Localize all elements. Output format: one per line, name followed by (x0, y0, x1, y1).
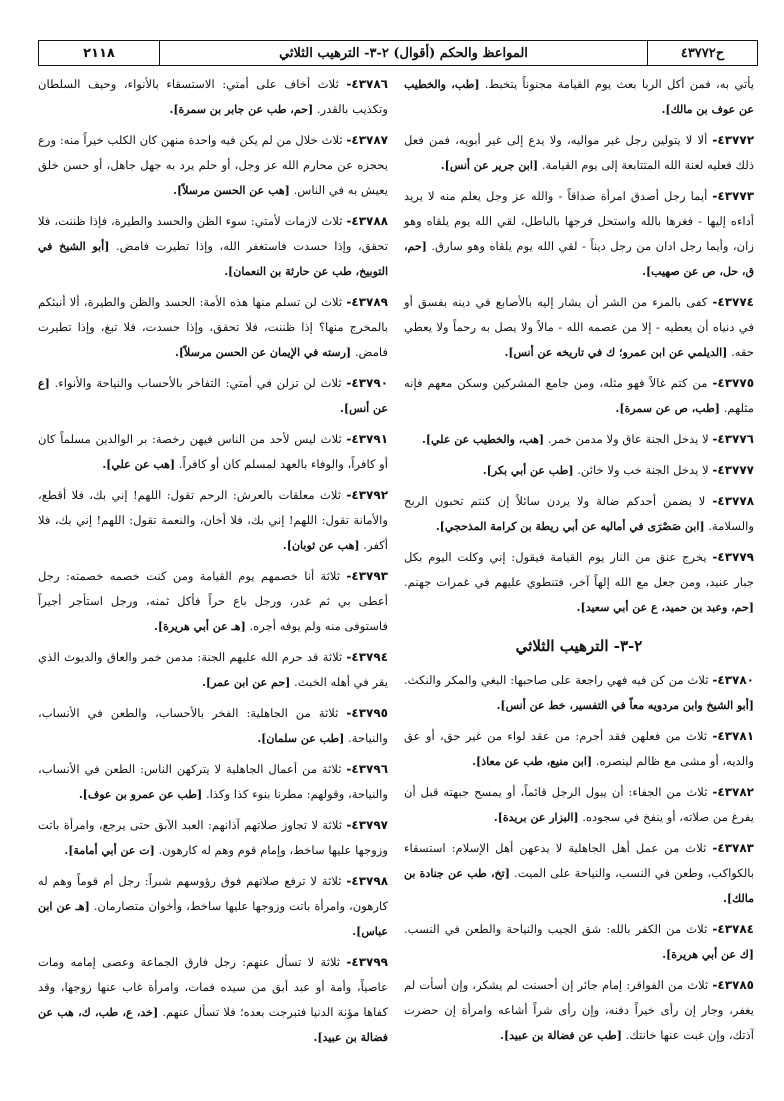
running-title: المواعظ والحكم (أقوال) ٢-٣- الترهيب الثلاثي (159, 41, 647, 65)
hadith-text: ثلاث من فعلهن فقد أجرم: من عقد لواء من غير حق، أو عق والديه، أو مشى مع ظالم لينصره. (404, 729, 754, 768)
hadith-entry (38, 564, 388, 639)
hadith-reference: [طب، ص عن سمرة]. (615, 402, 721, 415)
hadith-text: ثلاث خلال من لم يكن فيه واحدة منهن كان الكلب خيراً منه: ورع يحجزه عن محارم الله عز وجل، أو حلم يرد به جهل جاهل، أو حسن خلق يعيش به في الناس. (38, 133, 388, 197)
hadith-number: ٤٣٧٨٨- (346, 214, 388, 228)
hadith-entry (38, 371, 388, 421)
hadith-number: ٤٣٧٨٤- (712, 922, 754, 936)
hadith-entry (404, 668, 754, 718)
hadith-number: ٤٣٧٧٨- (712, 494, 755, 508)
hadith-entry (404, 917, 754, 967)
hadith-text: ثلاثة من الجاهلية: الفخر بالأحساب، والطعن في الأنساب، والنياحة. (38, 706, 388, 745)
hadith-number: ٤٣٧٩١- (346, 432, 389, 446)
hadith-reference: [طب، والخطيب عن عوف بن مالك]. (404, 78, 754, 116)
hadith-entry (38, 427, 388, 477)
hadith-reference: [حم، وعبد بن حميد، ع عن أبي سعيد]. (576, 601, 754, 614)
hadith-reference: [طب عن فضالة بن عبيد]. (500, 1029, 622, 1042)
hadith-entry (38, 209, 388, 284)
page-header (38, 40, 758, 66)
hadith-text: ثلاث ليس لأحد من الناس فيهن رخصة: بر الوالدين مسلماً كان أو كافراً، والوفاء بالعهد لمسلم كان أو كافراً. (38, 432, 388, 471)
hadith-text: يأتي به، فمن أكل الربا بعث يوم القيامة مجنوناً يتخبط. (484, 77, 754, 91)
hadith-entry (404, 371, 754, 421)
hadith-entry (404, 724, 754, 774)
right-column (404, 72, 754, 1054)
hadith-entry (404, 780, 754, 830)
hadith-entry (404, 458, 754, 483)
hadith-entry (404, 184, 754, 284)
hadith-number: ٤٣٧٩٣- (346, 569, 388, 583)
hadith-entry (38, 72, 388, 122)
hadith-entry (38, 128, 388, 203)
hadith-reference: [خد، ع، طب، ك، هب عن فضالة بن عبيد]. (38, 1006, 388, 1044)
hadith-text: كفى بالمرء من الشر أن يشار إليه بالأصابع في دينه بفسق أو في دنياه أن يعطيه - إلا من عصمه الله - مالاً ولا يصل به رحماً ولا يعطي حقه. (404, 295, 754, 359)
hadith-text: ثلاثة أنا خصمهم يوم القيامة ومن كنت خصمه خصمته: رجل أعطى بي ثم غدر، ورجل باع حراً فأكل ثمنه، ورجل استأجر أجيراً فاستوفى منه ولم يوفه أجره. (38, 569, 388, 633)
hadith-number: ٤٣٧٩٥- (346, 706, 388, 720)
hadith-entry (404, 489, 754, 539)
hadith-text: ثلاث من الجفاء: أن يبول الرجل قائماً، أو يمسح جبهته قبل أن يفرغ من صلاته، أو ينفخ في سجوده. (404, 785, 754, 824)
hadith-number: ٤٣٧٧٦- (712, 432, 754, 446)
hadith-reference: [هـ عن أبي هريرة]. (154, 620, 246, 633)
hadith-number: ٤٣٧٨٦- (346, 77, 388, 91)
hadith-text: لا يضمن أحدكم ضالة ولا يردن سائلاً إن كنتم تحبون الربح والسلامة. (404, 494, 754, 533)
hadith-entry (404, 973, 754, 1048)
hadith-entry (404, 128, 754, 178)
hadith-text: من كتم غالاً فهو مثله، ومن جامع المشركين وسكن معهم فإنه مثلهم. (404, 376, 754, 415)
hadith-entry (38, 290, 388, 365)
hadith-reference: [حم عن ابن عمر]. (202, 676, 291, 689)
hadith-text: ثلاثة لا ترفع صلاتهم فوق رؤوسهم شبراً: رجل أم قوماً وهم له كارهون، وامرأة باتت وزوجها عليها ساخط، وأخوان متصارمان. (38, 874, 388, 913)
hadith-number: ٤٣٧٨٢- (712, 785, 754, 799)
volume-number: ح٤٣٧٧٢ (647, 41, 757, 65)
hadith-entry (38, 645, 388, 695)
hadith-text: ثلاث لن تسلم منها هذه الأمة: الحسد والظن والطيرة، ألا أنبئكم بالمخرج منها؟ إذا ظننت، فلا تحقق، وإذا حسدت، فلا تبغ، وإذا تطيرت فامض. (38, 295, 388, 359)
hadith-text: ثلاثة قد حرم الله عليهم الجنة: مدمن خمر والعاق والديوث الذي يقر في أهله الخبث. (38, 650, 388, 689)
hadith-number: ٤٣٧٩٨- (346, 874, 389, 888)
hadith-reference: [هب عن ثوبان]. (282, 539, 360, 552)
hadith-reference: [هب، والخطيب عن علي]. (421, 433, 545, 446)
hadith-entry (404, 72, 754, 122)
hadith-number: ٤٣٧٩٦- (346, 762, 389, 776)
hadith-reference: [ابن صَصْرَى في أماليه عن أبي ريطة بن كرامة المذحجي]. (435, 520, 705, 533)
hadith-entry (38, 950, 388, 1050)
hadith-text: ثلاث من الفواقر: إمام جائر إن أحسنت لم يشكر، وإن أسأت لم يغفر، وجار إن رأى خيراً دفنه، وإن رأى شراً أشاعه وامرأة إن حضرت آذتك، وإن غبت عنها خانتك. (404, 978, 754, 1042)
hadith-reference: [هب عن علي]. (102, 458, 176, 471)
hadith-number: ٤٣٧٩٠- (346, 376, 389, 390)
hadith-number: ٤٣٧٧٩- (712, 550, 754, 564)
hadith-number: ٤٣٧٩٩- (346, 955, 388, 969)
section-title: ٢-٣- الترهيب الثلاثي (515, 637, 643, 655)
hadith-reference: [حم، طب عن جابر بن سمرة]. (169, 103, 314, 116)
hadith-number: ٤٣٧٧٧- (712, 463, 754, 477)
hadith-text: ألا لا يتولين رجل غير مواليه، ولا يدع إلى غير أبويه، فمن فعل ذلك فعليه لعنة الله المتتابعة إلى يوم القيامة. (404, 133, 754, 172)
hadith-entry (38, 813, 388, 863)
hadith-entry (38, 701, 388, 751)
hadith-entry (404, 427, 754, 452)
hadith-text: ثلاث من الكفر بالله: شق الجيب والنياحة والطعن في النسب. (404, 922, 708, 936)
hadith-text: ثلاثة لا تسأل عنهم: رجل فارق الجماعة وعصى إمامه ومات عاصياً، وأمة أو عبد أبق من سيده فمات، وامرأة غاب عنها زوجها، وقد كفاها مؤنة الدنيا فتبرجت بعده؛ فلا تسأل عنهم. (38, 955, 388, 1019)
hadith-reference: [حم، ق، حل، ص عن صهيب]. (404, 240, 754, 278)
hadith-reference: [ك عن أبي هريرة]. (662, 948, 754, 961)
hadith-text: ثلاث أخاف على أمتي: الاستسقاء بالأنواء، وحيف السلطان وتكذيب بالقدر. (38, 77, 388, 116)
left-column (38, 72, 388, 1056)
hadith-reference: [طب عن أبي بكر]. (482, 464, 574, 477)
hadith-number: ٤٣٧٩٧- (346, 818, 388, 832)
hadith-number: ٤٣٧٧٢- (712, 133, 755, 147)
hadith-entry (404, 836, 754, 911)
hadith-reference: [ت عن أبي أمامة]. (64, 844, 155, 857)
hadith-text: لا يدخل الجنة خب ولا خائن. (577, 463, 709, 477)
hadith-entry (38, 483, 388, 558)
hadith-text: ثلاث لازمات لأمتي: سوء الظن والحسد والطيرة، فإذا ظننت، فلا تحقق، وإذا حسدت فاستغفر الله، وإذا تطيرت فامض. (38, 214, 388, 253)
hadith-text: يخرج عنق من النار يوم القيامة فيقول: إني وكلت اليوم بكل جبار عنيد، ومن جعل مع الله إلهاً آخر، فتنطوي عليهم في غمرات جهنم. (404, 550, 754, 589)
hadith-text: ثلاث معلقات بالعرش: الرحم تقول: اللهم! إني بك، فلا أقطع، والأمانة تقول: اللهم! إني بك، فلا أخان، والنعمة تقول: اللهم! إني بك، فلا أكفر. (38, 488, 388, 552)
hadith-reference: [أبو الشيخ في التوبيخ، طب عن حارثة بن النعمان]. (38, 240, 388, 278)
hadith-text: ثلاثة من أعمال الجاهلية لا يتركهن الناس: الطعن في الأنساب، والنياحة، وقولهم: مطرنا بنوء كذا وكذا. (38, 762, 388, 801)
hadith-text: أيما رجل أصدق امرأة صداقاً - والله عز وجل يعلم منه لا يريد أداءه إليها - فغرها بالله واستحل فرجها بالباطل، لقي الله يوم يلقاه وهو زان، وأيما رجل ادان من رجل ديناً - لقي الله يوم يلقاه وهو سارق. (404, 189, 755, 253)
hadith-number: ٤٣٧٨١- (712, 729, 755, 743)
hadith-text: ثلاثة لا تجاوز صلاتهم آذانهم: العبد الآبق حتى يرجع، وامرأة باتت وزوجها عليها ساخط، وإمام قوم وهم له كارهون. (38, 818, 388, 857)
hadith-number: ٤٣٧٨٣- (712, 841, 754, 855)
hadith-number: ٤٣٧٧٤- (712, 295, 754, 309)
hadith-number: ٤٣٧٩٤- (346, 650, 389, 664)
hadith-number: ٤٣٧٨٠- (712, 673, 754, 687)
hadith-entry (38, 757, 388, 807)
hadith-reference: [البزار عن بريدة]. (493, 811, 579, 824)
hadith-text: ثلاث من عمل أهل الجاهلية لا يدعهن أهل الإسلام: استسقاء بالكواكب، وطعن في النسب، والنياحة على الميت. (404, 841, 754, 880)
hadith-reference: [ع عن أنس]. (38, 377, 388, 415)
hadith-number: ٤٣٧٧٥- (712, 376, 755, 390)
hadith-entry (38, 869, 388, 944)
hadith-reference: [طب عن سلمان]. (257, 732, 345, 745)
page-number: ٢١١٨ (83, 45, 115, 61)
hadith-reference: [أبو الشيخ وابن مردويه معاً في التفسير، خط عن أنس]. (496, 699, 754, 712)
hadith-text: ثلاث لن تزلن في أمتي: التفاخر بالأحساب والنياحة والأنواء. (54, 376, 342, 390)
hadith-reference: [هـ عن ابن عباس]. (38, 900, 388, 938)
hadith-reference: [تخ، طب عن جنادة بن مالك]. (404, 867, 754, 905)
hadith-reference: [ابن جرير عن أنس]. (440, 159, 539, 172)
hadith-reference: [رسته في الإيمان عن الحسن مرسلاً]. (175, 346, 352, 359)
hadith-reference: [ابن منيع، طب عن معاذ]. (472, 755, 593, 768)
hadith-text: ثلاث من كن فيه فهي راجعة على صاحبها: البغي والمكر والنكث. (404, 673, 709, 687)
hadith-text: لا يدخل الجنة عاق ولا مدمن خمر. (547, 432, 709, 446)
hadith-reference: [طب عن عمرو بن عوف]. (78, 788, 203, 801)
hadith-number: ٤٣٧٧٣- (712, 189, 755, 203)
hadith-number: ٤٣٧٨٧- (346, 133, 388, 147)
hadith-entry (404, 290, 754, 365)
hadith-number: ٤٣٧٨٩- (346, 295, 388, 309)
hadith-reference: [هب عن الحسن مرسلاً]. (173, 184, 290, 197)
hadith-number: ٤٣٧٩٢- (346, 488, 389, 502)
hadith-reference: [الديلمي عن ابن عمرو؛ ك في تاريخه عن أنس]. (504, 346, 728, 359)
hadith-number: ٤٣٧٨٥- (712, 978, 754, 992)
hadith-entry (404, 545, 754, 620)
